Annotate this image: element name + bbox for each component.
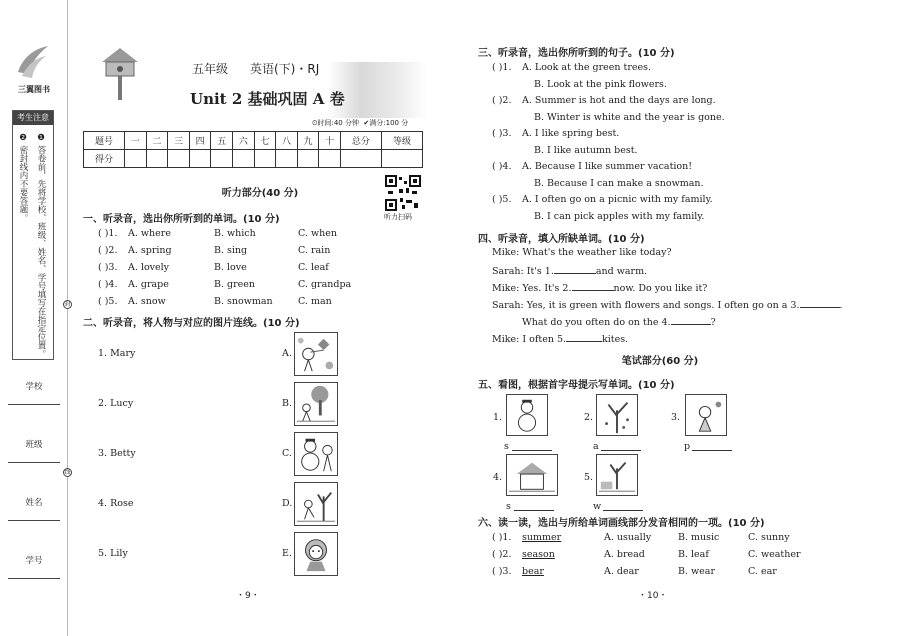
girl-with-flowers-picture	[685, 394, 727, 436]
section-1-list	[98, 228, 378, 313]
picture-number: 3.	[671, 412, 681, 423]
cell: 八	[276, 132, 298, 150]
picture-letter-a: A.	[282, 348, 292, 359]
section-3-list	[492, 62, 852, 227]
list-item	[492, 145, 852, 162]
list-item	[492, 128, 852, 145]
answer-blank[interactable]: ( )2.	[492, 95, 512, 106]
score-cell[interactable]	[189, 150, 211, 168]
section-6-list	[492, 532, 852, 583]
list-item	[492, 532, 852, 549]
option-c: C. rain	[298, 245, 331, 256]
snowy-house-picture	[506, 454, 558, 496]
given-word: season	[522, 549, 555, 560]
score-cell[interactable]	[232, 150, 254, 168]
score-cell[interactable]	[381, 150, 422, 168]
option-c: C. sunny	[748, 532, 790, 543]
autumn-tree-picture	[596, 394, 638, 436]
blank-5[interactable]	[566, 332, 602, 342]
winter-scene-picture	[596, 454, 638, 496]
student-id-field-line[interactable]	[8, 578, 60, 579]
list-item	[492, 79, 852, 96]
option-a: A. Summer is hot and the days are long.	[522, 95, 716, 106]
publisher-logo-icon	[14, 44, 50, 80]
option-b: B. leaf	[678, 549, 709, 560]
score-cell[interactable]	[297, 150, 319, 168]
score-cell[interactable]	[125, 150, 147, 168]
school-field-line[interactable]	[8, 404, 60, 405]
list-item	[98, 245, 378, 262]
blank-1[interactable]	[554, 264, 596, 274]
line-text: Mike: Yes. It's 2.	[492, 283, 572, 294]
cell: 六	[232, 132, 254, 150]
list-item	[492, 95, 852, 112]
score-cell[interactable]	[146, 150, 168, 168]
birdhouse-illustration	[96, 44, 144, 100]
list-item	[492, 566, 852, 583]
cell: 七	[254, 132, 276, 150]
line-text: What do you often do on the 4.	[522, 317, 671, 328]
blank-2[interactable]	[572, 281, 614, 291]
list-item	[492, 62, 852, 79]
answer-blank[interactable]: ( )3.	[492, 566, 512, 577]
picture-letter-e: E.	[282, 548, 292, 559]
option-b: B. green	[214, 279, 256, 290]
picture-letter-b: B.	[282, 398, 293, 409]
option-b: B. music	[678, 532, 720, 543]
score-table	[83, 131, 423, 168]
school-field-label: 学校	[25, 382, 43, 392]
option-b: B. Winter is white and the year is gone.	[534, 111, 725, 123]
cell: 五	[211, 132, 233, 150]
person-name-lily[interactable]: 5. Lily	[98, 548, 128, 559]
cell: 题号	[84, 132, 125, 150]
option-b: B. I can pick apples with my family.	[534, 210, 705, 222]
hint-letter: s	[504, 441, 509, 452]
snowman-picture[interactable]	[294, 432, 338, 476]
line-text: .	[839, 300, 843, 311]
answer-blank[interactable]: ( )4.	[98, 279, 118, 290]
line-text: Sarah: It's 1.	[492, 266, 554, 277]
option-c: C. ear	[748, 566, 777, 577]
option-a: A. usually	[604, 532, 652, 543]
answer-blank[interactable]: ( )5.	[98, 296, 118, 307]
answer-blank[interactable]	[512, 441, 552, 451]
exam-title: Unit 2 基础巩固 A 卷	[190, 90, 345, 108]
person-name-mary[interactable]: 1. Mary	[98, 348, 136, 359]
section-4-title: 四、听录音，填入所缺单词。(10 分)	[478, 234, 645, 245]
cell: 十	[319, 132, 341, 150]
option-c: C. when	[298, 228, 337, 239]
line-text: Mike: I often 5.	[492, 334, 567, 345]
list-item	[492, 194, 852, 211]
answer-blank[interactable]: ( )2.	[98, 245, 118, 256]
option-a: A. Because I like summer vacation!	[522, 161, 693, 172]
hint-letter: w	[593, 501, 602, 512]
answer-blank[interactable]: ( )2.	[492, 549, 512, 560]
picture-number: 4.	[493, 472, 503, 483]
answer-blank[interactable]: ( )4.	[492, 161, 512, 172]
line-text: and warm.	[595, 266, 648, 277]
dialogue-line-4	[492, 298, 843, 311]
name-field-label: 姓名	[25, 498, 43, 508]
cell: 一	[125, 132, 147, 150]
dialogue-line-2	[492, 264, 647, 277]
cell: 九	[297, 132, 319, 150]
line-mark: 线	[64, 469, 71, 476]
girl-flying-kite-picture[interactable]	[294, 332, 338, 376]
cell: 二	[146, 132, 168, 150]
option-c: C. man	[298, 296, 332, 307]
section-5-title: 五、看图，根据首字母提示写单词。(10 分)	[478, 380, 675, 391]
blank-3[interactable]	[800, 298, 840, 308]
dialogue-line-3	[492, 281, 707, 294]
picture-number: 1.	[493, 412, 503, 423]
time-limit: ⏲时间:40 分钟	[312, 119, 359, 127]
picture-letter-c: C.	[282, 448, 292, 459]
blank-4[interactable]	[671, 315, 711, 325]
score-table-header-row	[84, 132, 423, 150]
qr-label: 听力扫码	[384, 213, 412, 221]
picture-letter-d: D.	[282, 498, 293, 509]
cell: 总分	[340, 132, 381, 150]
list-item	[492, 112, 852, 129]
score-table-score-row	[84, 150, 423, 168]
option-a: A. where	[128, 228, 171, 239]
section-1-title: 一、听录音，选出你所听到的单词。(10 分)	[83, 214, 280, 225]
page-number-left: ・9・	[236, 591, 260, 601]
qr-code-icon[interactable]	[384, 174, 422, 212]
section-6-title: 六、读一读，选出与所给单词画线部分发音相同的一项。(10 分)	[478, 518, 765, 529]
grade-label: 五年级	[192, 62, 229, 76]
snowman-picture	[506, 394, 548, 436]
hint-letter: a	[593, 441, 599, 452]
picture-number: 2.	[584, 412, 594, 423]
option-a: A. snow	[128, 296, 166, 307]
page-number-right: ・10・	[638, 591, 668, 601]
dialogue-line-5	[522, 315, 716, 328]
line-text: kites.	[602, 334, 629, 345]
option-a: A. I like spring best.	[522, 128, 620, 139]
seal-mark: 封	[64, 301, 71, 308]
answer-blank[interactable]	[601, 441, 641, 451]
option-a: A. grape	[128, 279, 169, 290]
list-item	[98, 279, 378, 296]
girl-under-autumn-tree-picture[interactable]	[294, 382, 338, 426]
written-heading: 笔试部分(60 分)	[621, 356, 699, 367]
answer-blank[interactable]	[514, 501, 554, 511]
picture-number: 5.	[584, 472, 594, 483]
option-c: C. grandpa	[298, 279, 352, 290]
dialogue-line-1: Mike: What's the weather like today?	[492, 247, 672, 258]
notice-item-2: ❷ 密封线内不要答题。	[18, 133, 28, 223]
person-name-lucy[interactable]: 2. Lucy	[98, 398, 134, 409]
dialogue-line-6	[492, 332, 628, 345]
cell: 得分	[84, 150, 125, 168]
option-b: B. I like autumn best.	[534, 144, 638, 156]
person-name-rose[interactable]: 4. Rose	[98, 498, 134, 509]
exam-meta	[312, 118, 408, 128]
score-cell[interactable]	[168, 150, 190, 168]
option-b: B. wear	[678, 566, 715, 577]
section-3-title: 三、听录音，选出你所听到的句子。(10 分)	[478, 48, 675, 59]
score-cell[interactable]	[254, 150, 276, 168]
cell: 等级	[381, 132, 422, 150]
name-field-line[interactable]	[8, 520, 60, 521]
option-b: B. Look at the pink flowers.	[534, 78, 667, 90]
girl-in-hood-picture[interactable]	[294, 532, 338, 576]
list-item	[98, 262, 378, 279]
hint-letter: p	[684, 441, 691, 452]
score-cell[interactable]	[340, 150, 381, 168]
answer-blank[interactable]	[603, 501, 643, 511]
person-name-betty[interactable]: 3. Betty	[98, 448, 136, 459]
class-field-line[interactable]	[8, 462, 60, 463]
list-item	[492, 178, 852, 195]
notice-item-1: ❶ 答卷前，先将学校、班级、姓名、学号填写在指定位置。	[36, 133, 46, 359]
student-id-field-label: 学号	[25, 556, 43, 566]
list-item	[98, 296, 378, 313]
option-b: B. love	[214, 262, 247, 273]
publisher-name: 三翼图书	[18, 85, 50, 94]
answer-blank[interactable]: ( )3.	[492, 128, 512, 139]
option-a: A. Look at the green trees.	[522, 62, 652, 73]
option-a: A. lovely	[128, 262, 170, 273]
answer-blank[interactable]: ( )1.	[492, 62, 512, 73]
hint-letter: s	[506, 501, 511, 512]
full-score: ✔满分:100 分	[363, 119, 409, 127]
cell: 四	[189, 132, 211, 150]
answer-blank[interactable]: ( )5.	[492, 194, 512, 205]
list-item	[492, 549, 852, 566]
answer-blank[interactable]	[692, 441, 732, 451]
class-field-label: 班级	[25, 440, 43, 450]
subject-label: 英语(下)・RJ	[250, 62, 320, 76]
option-a: A. dear	[604, 566, 639, 577]
section-2-title: 二、听录音，将人物与对应的图片连线。(10 分)	[83, 318, 300, 329]
listening-heading: 听力部分(40 分)	[221, 188, 299, 199]
given-word: summer	[522, 532, 562, 543]
score-cell[interactable]	[211, 150, 233, 168]
cell: 三	[168, 132, 190, 150]
answer-blank[interactable]: ( )1.	[492, 532, 512, 543]
option-c: C. leaf	[298, 262, 329, 273]
option-b: B. snowman	[214, 296, 273, 307]
line-text: Sarah: Yes, it is green with flowers and songs. I often go on a 3.	[492, 300, 800, 311]
list-item	[492, 161, 852, 178]
option-b: B. which	[214, 228, 256, 239]
answer-blank[interactable]: ( )1.	[98, 228, 118, 239]
option-c: C. weather	[748, 549, 801, 560]
list-item	[492, 211, 852, 228]
score-cell[interactable]	[276, 150, 298, 168]
exam-notice-box	[12, 110, 54, 360]
option-a: A. bread	[604, 549, 645, 560]
line-text: ?	[710, 317, 716, 328]
given-word: bear	[522, 566, 544, 577]
answer-blank[interactable]: ( )3.	[98, 262, 118, 273]
score-cell[interactable]	[319, 150, 341, 168]
list-item	[98, 228, 378, 245]
option-b: B. Because I can make a snowman.	[534, 177, 704, 189]
option-a: A. I often go on a picnic with my family.	[522, 194, 713, 205]
option-a: A. spring	[128, 245, 172, 256]
line-text: now. Do you like it?	[613, 283, 708, 294]
option-b: B. sing	[214, 245, 248, 256]
girl-planting-tree-picture[interactable]	[294, 482, 338, 526]
notice-title: 考生注意	[13, 111, 53, 125]
